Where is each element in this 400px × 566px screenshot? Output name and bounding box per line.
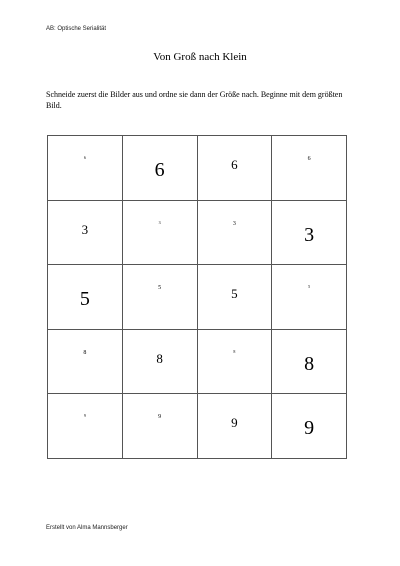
page-title: Von Groß nach Klein — [153, 51, 247, 63]
card-number: 6 — [154, 159, 165, 181]
card-number: 3 — [232, 220, 236, 227]
number-card — [48, 201, 123, 266]
card-number: 5 — [308, 284, 311, 290]
worksheet-label: AB: Optische Serialität — [46, 26, 107, 32]
card-number: 6 — [231, 157, 238, 172]
number-card — [123, 136, 198, 201]
card-number: 5 — [231, 286, 238, 302]
card-number: 3 — [158, 219, 161, 225]
card-number: 9 — [304, 417, 315, 440]
number-card — [48, 136, 123, 201]
card-number: 8 — [304, 352, 315, 375]
number-card — [198, 201, 273, 266]
number-card — [123, 201, 198, 266]
card-number: 3 — [81, 221, 89, 237]
number-card — [272, 394, 347, 459]
instruction-text: Schneide zuerst die Bilder aus und ordne sie dann der Größe nach. Beginne mit dem größten Bild. — [46, 90, 343, 110]
card-number: 5 — [79, 288, 90, 311]
number-card — [48, 330, 123, 395]
number-card — [272, 201, 347, 266]
number-card — [198, 265, 273, 330]
card-number: 8 — [233, 348, 236, 354]
number-card — [272, 265, 347, 330]
card-number: 9 — [231, 415, 238, 431]
number-card — [198, 136, 273, 201]
number-card — [48, 265, 123, 330]
card-number: 9 — [158, 414, 162, 421]
number-card — [272, 136, 347, 201]
card-number: 8 — [83, 349, 87, 356]
number-card — [198, 394, 273, 459]
number-card — [123, 330, 198, 395]
card-number: 8 — [156, 350, 163, 366]
card-number: 9 — [83, 413, 86, 419]
number-card — [123, 394, 198, 459]
number-card-grid — [47, 135, 347, 459]
author-credit: Erstellt von Alma Mannsberger — [46, 525, 128, 531]
card-number: 5 — [158, 285, 162, 292]
number-card — [272, 330, 347, 395]
card-number: 6 — [307, 156, 311, 162]
number-card — [48, 394, 123, 459]
card-number: 6 — [83, 155, 86, 160]
card-number: 3 — [304, 223, 315, 246]
number-card — [198, 330, 273, 395]
number-card — [123, 265, 198, 330]
